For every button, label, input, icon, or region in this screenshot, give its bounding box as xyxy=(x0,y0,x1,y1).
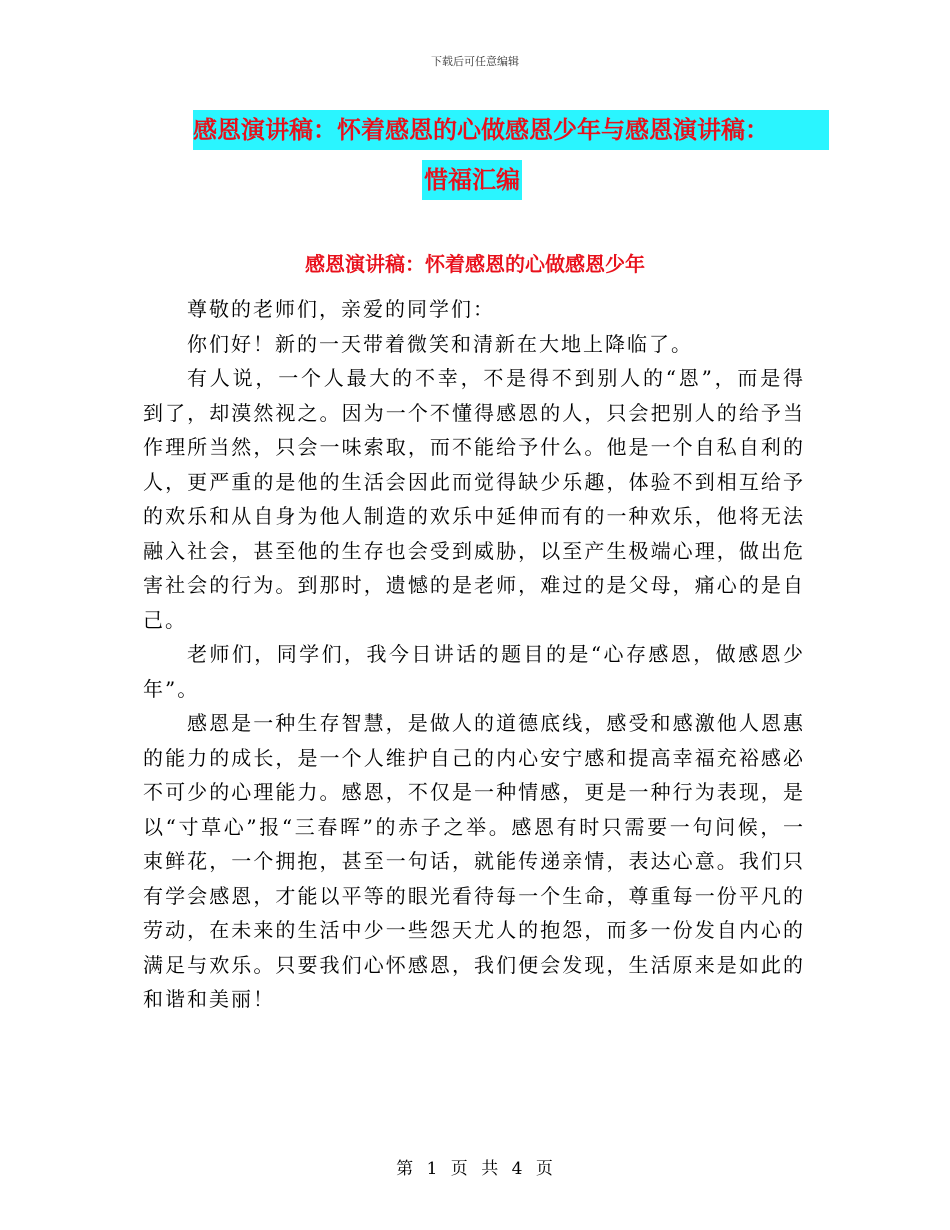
paragraph-body: 老师们，同学们，我今日讲话的题目的是“心存感恩，做感恩少年”。 xyxy=(143,642,805,701)
paragraph-body: 感恩是一种生存智慧，是做人的道德底线，感受和感激他人恩惠的能力的成长，是一个人维护自己的内心安宁感和提高幸福充裕感必不可少的心理能力。感恩，不仅是一种情感，更是一种行为表现，是以“寸草心”报“三春晖”的赤子之举。感恩有时只需要一句问候，一束鲜花，一个拥抱，甚至一句话，就能传递亲情，表达心意。我们只有学会感恩，才能以平等的眼光看待每一个生命，尊重每一份平凡的劳动，在未来的生活中少一些怨天尤人的抱怨，而多一份发自内心的满足与欢乐。只要我们心怀感恩，我们便会发现，生活原来是如此的和谐和美丽！ xyxy=(143,711,805,1011)
document-title xyxy=(193,110,829,204)
page-header-note: 下载后可任意编辑 xyxy=(431,55,519,68)
document-title-line-1: 感恩演讲稿：怀着感恩的心做感恩少年与感恩演讲稿： xyxy=(193,110,829,150)
document-title-line-2: 惜福汇编 xyxy=(422,160,522,200)
section-heading: 感恩演讲稿：怀着感恩的心做感恩少年 xyxy=(305,252,645,276)
paragraph-greeting: 你们好！新的一天带着微笑和清新在大地上降临了。 xyxy=(187,331,693,356)
document-body xyxy=(143,292,805,1017)
paragraph-salutation: 尊敬的老师们，亲爱的同学们： xyxy=(187,297,495,321)
page-number: 第 1 页 共 4 页 xyxy=(396,1159,554,1179)
paragraph-body: 有人说，一个人最大的不幸，不是得不到别人的“恩”，而是得到了，却漠然视之。因为一个不懂得感恩的人，只会把别人的给予当作理所当然，只会一味索取，而不能给予什么。他是一个自私自利的人，更严重的是他的生活会因此而觉得缺少乐趣，体验不到相互给予的欢乐和从自身为他人制造的欢乐中延伸而有的一种欢乐，他将无法融入社会，甚至他的生存也会受到威胁，以至产生极端心理，做出危害社会的行为。到那时，遗憾的是老师，难过的是父母，痛心的是自己。 xyxy=(143,366,805,632)
